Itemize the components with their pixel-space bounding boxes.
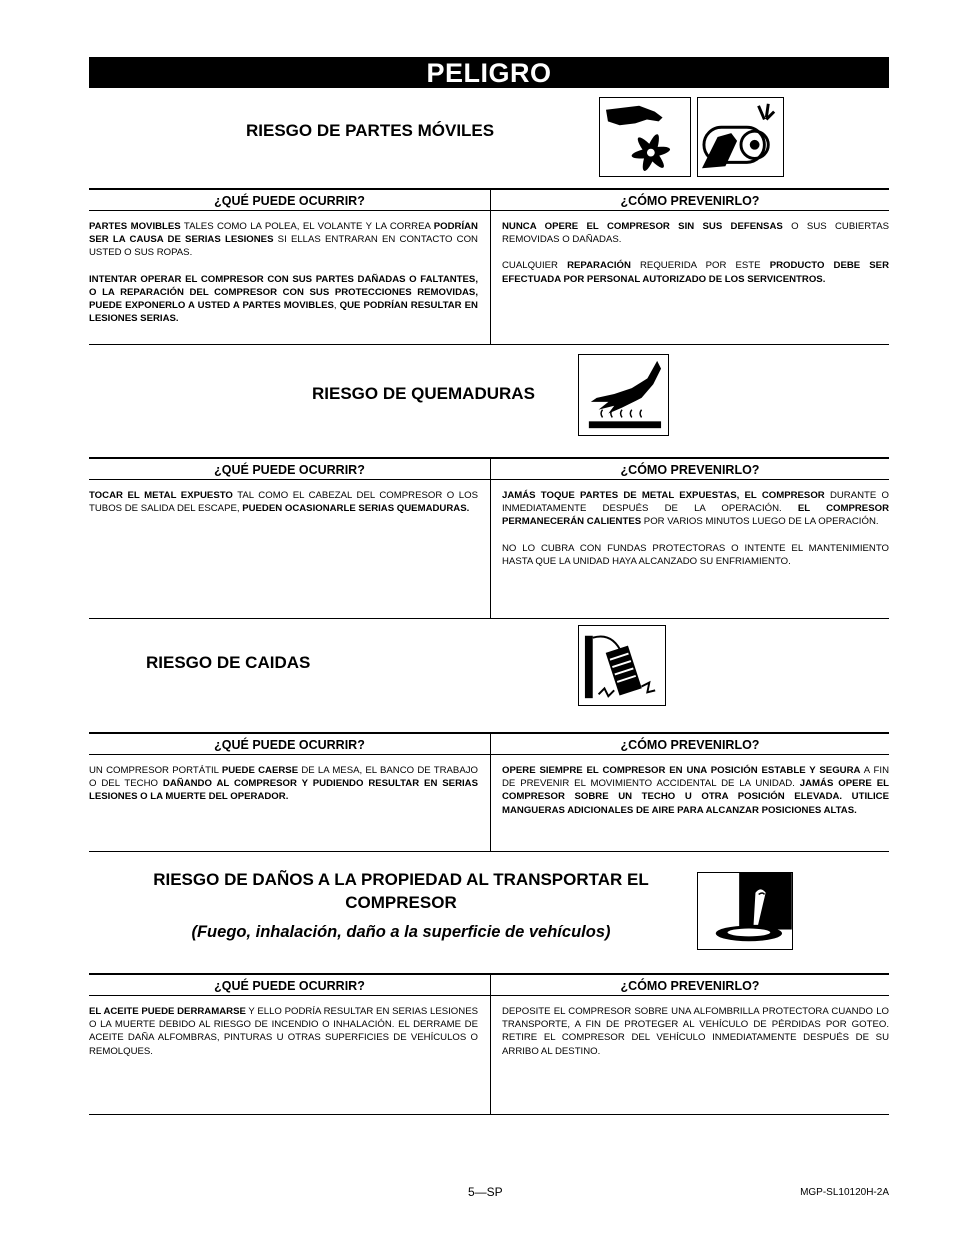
paragraph: CUALQUIER REPARACIÓN REQUERIDA POR ESTE PRODUCTO DEBE SER EFECTUADA POR PERSONAL AUTORIZADO DE LOS SERVICENTROS. <box>502 260 890 285</box>
paragraph: TOCAR EL METAL EXPUESTO TAL COMO EL CABEZAL DEL COMPRESOR O LOS TUBOS DE SALIDA DEL ESCAPE, PUEDEN OCASIONARLE SERIAS QUEMADURAS. <box>89 490 478 515</box>
how-text <box>491 211 889 286</box>
falling-compressor-hazard-icon <box>578 625 666 706</box>
paragraph: PARTES MOVIBLES TALES COMO LA POLEA, EL VOLANTE Y LA CORREA PODRÍAN SER LA CAUSA DE SERIAS LESIONES SI ELLAS ENTRARAN EN CONTACTO CON USTED O SUS ROPAS. <box>89 221 478 259</box>
section-title-falls: RIESGO DE CAIDAS <box>146 653 311 672</box>
paragraph: NO LO CUBRA CON FUNDAS PROTECTORAS O INTENTE EL MANTENIMIENTO HASTA QUE LA UNIDAD HAYA ALCANZADO SU ENFRIAMIENTO. <box>502 542 889 567</box>
what-text <box>89 755 490 804</box>
how-text <box>491 755 889 817</box>
hand-fan-hazard-icon <box>599 97 691 177</box>
danger-banner: PELIGRO <box>89 57 889 88</box>
what-text <box>89 996 490 1058</box>
paragraph: NUNCA OPERE EL COMPRESOR SIN SUS DEFENSAS O SUS CUBIERTAS REMOVIDAS O DAÑADAS. <box>502 221 889 246</box>
how-header: ¿CÓMO PREVENIRLO? <box>491 734 889 755</box>
what-header: ¿QUÉ PUEDE OCURRIR? <box>89 459 490 480</box>
what-text <box>89 211 490 325</box>
section-title-property-damage: RIESGO DE DAÑOS A LA PROPIEDAD AL TRANSPORTAR EL COMPRESOR <box>153 870 649 912</box>
paragraph: DEPOSITE EL COMPRESOR SOBRE UNA ALFOMBRILLA PROTECTORA CUANDO LO TRANSPORTE, A FIN DE PROTEGER AL VEHÍCULO DE PÉRDIDAS POR GOTEO. RETIRE EL COMPRESOR DEL VEHÍCULO INMEDIATAMENTE DESPUÉS DE SU ARRIBO AL DESTINO. <box>502 1006 889 1057</box>
what-header: ¿QUÉ PUEDE OCURRIR? <box>89 734 490 755</box>
paragraph: JAMÁS TOQUE PARTES DE METAL EXPUESTAS, EL COMPRESOR DURANTE O INMEDIATAMENTE DESPUÉS DE LA OPERACIÓN. EL COMPRESOR PERMANECERÁN CALIENTES POR VARIOS MINUTOS LUEGO DE LA OPERACIÓN. <box>502 490 889 528</box>
burn-hazard-icon <box>578 354 669 436</box>
belt-pulley-hazard-icon <box>697 97 784 177</box>
how-header: ¿CÓMO PREVENIRLO? <box>491 190 889 211</box>
what-text <box>89 480 490 515</box>
paragraph: INTENTAR OPERAR EL COMPRESOR CON SUS PARTES DAÑADAS O FALTANTES, O LA REPARACIÓN DEL COMPRESOR CON SUS PROTECCIONES REMOVIDAS, PUEDE EXPONERLO A USTED A PARTES MOVIBLES, QUE PODRÍAN RESULTAR EN LESIONES SERIAS. <box>89 273 478 325</box>
what-header: ¿QUÉ PUEDE OCURRIR? <box>89 975 490 996</box>
hazard-table-burns <box>89 457 889 619</box>
how-header: ¿CÓMO PREVENIRLO? <box>491 975 889 996</box>
what-header: ¿QUÉ PUEDE OCURRIR? <box>89 190 490 211</box>
how-text <box>491 996 889 1058</box>
paragraph: EL ACEITE PUEDE DERRAMARSE Y ELLO PODRÍA RESULTAR EN SERIAS LESIONES O LA MUERTE DEBIDO AL RIESGO DE INCENDIO O INHALACIÓN. EL DERRAME DE ACEITE DAÑA ALFOMBRAS, PINTURAS U OTRAS SUPERFICIES DE VEHÍCULOS O REMOLQUES. <box>89 1006 478 1057</box>
section-title-moving-parts: RIESGO DE PARTES MÓVILES <box>246 121 495 140</box>
hazard-table-moving-parts <box>89 188 889 345</box>
oil-spill-hazard-icon <box>697 872 793 950</box>
section-title-burns: RIESGO DE QUEMADURAS <box>312 384 535 403</box>
page-number: 5—SP <box>468 1185 503 1199</box>
document-code: MGP-SL10120H-2A <box>800 1187 889 1198</box>
how-text <box>491 480 889 568</box>
section-subtitle-property-damage: (Fuego, inhalación, daño a la superficie de vehículos) <box>191 923 611 941</box>
how-header: ¿CÓMO PREVENIRLO? <box>491 459 889 480</box>
hazard-table-falls <box>89 732 889 852</box>
hazard-table-property-damage <box>89 973 889 1115</box>
paragraph: OPERE SIEMPRE EL COMPRESOR EN UNA POSICIÓN ESTABLE Y SEGURA A FIN DE PREVENIR EL MOVIMIENTO ACCIDENTAL DE LA UNIDAD. JAMÁS OPERE EL COMPRESOR SOBRE UN TECHO U OTRA POSICIÓN ELEVADA. UTILICE MANGUERAS ADICIONALES DE AIRE PARA ALCANZAR POSICIONES ALTAS. <box>502 765 889 816</box>
paragraph: UN COMPRESOR PORTÁTIL PUEDE CAERSE DE LA MESA, EL BANCO DE TRABAJO O DEL TECHO DAÑANDO AL COMPRESOR Y PUDIENDO RESULTAR EN SERIAS LESIONES O LA MUERTE DEL OPERADOR. <box>89 765 478 803</box>
